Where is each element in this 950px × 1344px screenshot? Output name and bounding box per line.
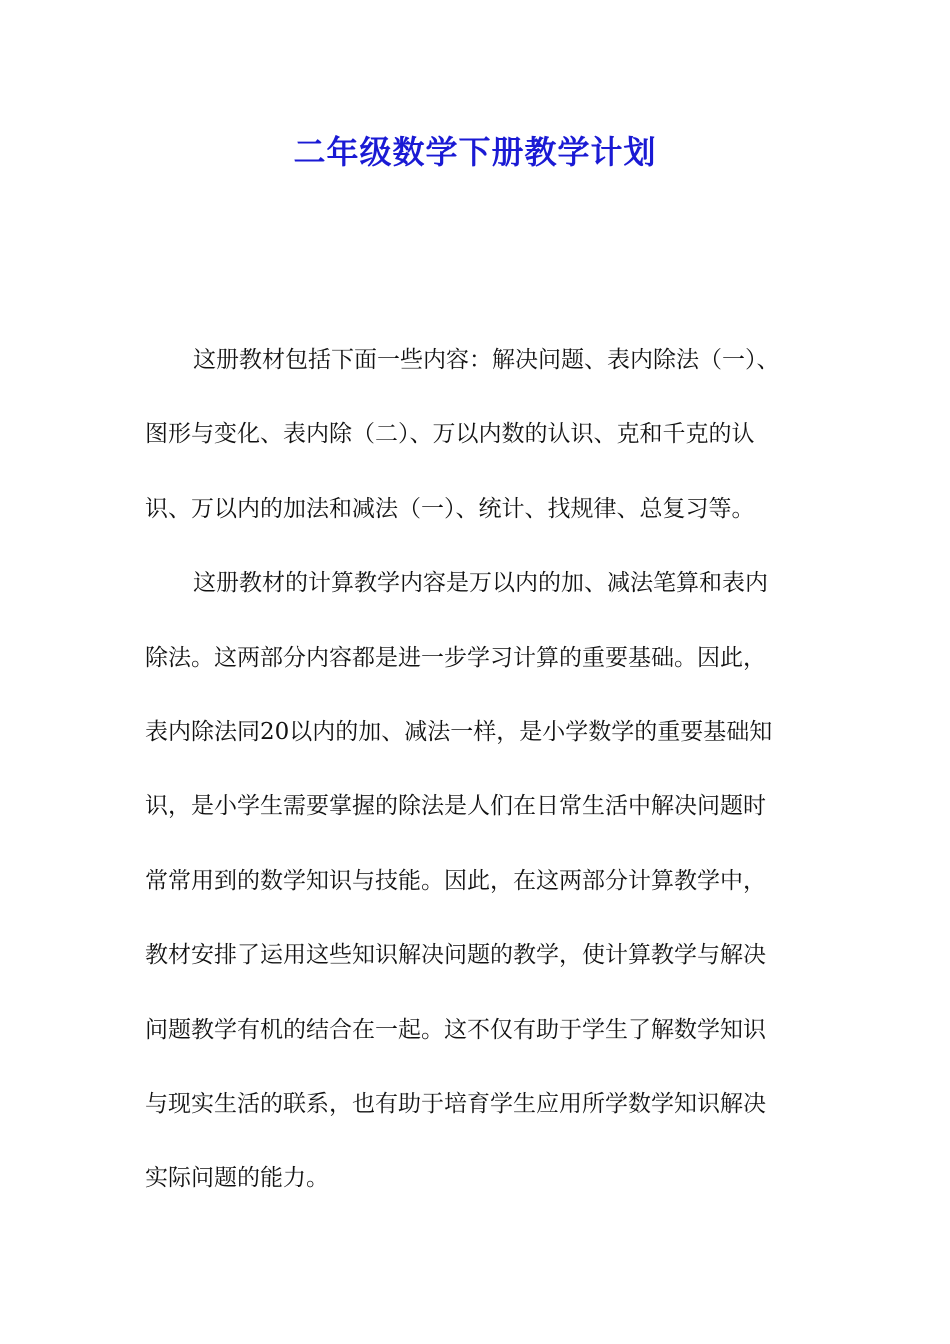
paragraph-2-line-3: 表内除法同20以内的加、减法一样，是小学数学的重要基础知	[145, 718, 773, 745]
paragraph-2-line-5: 常常用到的数学知识与技能。因此，在这两部分计算教学中，	[145, 867, 766, 894]
paragraph-2-line-1: 这册教材的计算教学内容是万以内的加、减法笔算和表内	[193, 570, 768, 597]
document-title: 二年级数学下册教学计划	[293, 133, 657, 171]
paragraph-2-line-9: 实际问题的能力。	[145, 1165, 329, 1192]
paragraph-1-line-3: 识、万以内的加法和减法（一）、统计、找规律、总复习等。	[145, 495, 755, 522]
paragraph-2-line-4: 识，是小学生需要掌握的除法是人们在日常生活中解决问题时	[145, 793, 766, 820]
paragraph-2-line-7: 问题教学有机的结合在一起。这不仅有助于学生了解数学知识	[145, 1016, 766, 1043]
paragraph-1-line-1: 这册教材包括下面一些内容：解决问题、表内除法（一）、	[193, 347, 780, 373]
paragraph-1-line-2: 图形与变化、表内除（二）、万以内数的认识、克和千克的认	[145, 421, 755, 448]
paragraph-2-line-6: 教材安排了运用这些知识解决问题的教学，使计算教学与解决	[145, 942, 766, 969]
document-body	[145, 336, 815, 1229]
paragraph-2-line-8: 与现实生活的联系，也有助于培育学生应用所学数学知识解决	[145, 1090, 766, 1117]
paragraph-2-line-2: 除法。这两部分内容都是进一步学习计算的重要基础。因此，	[145, 644, 766, 671]
